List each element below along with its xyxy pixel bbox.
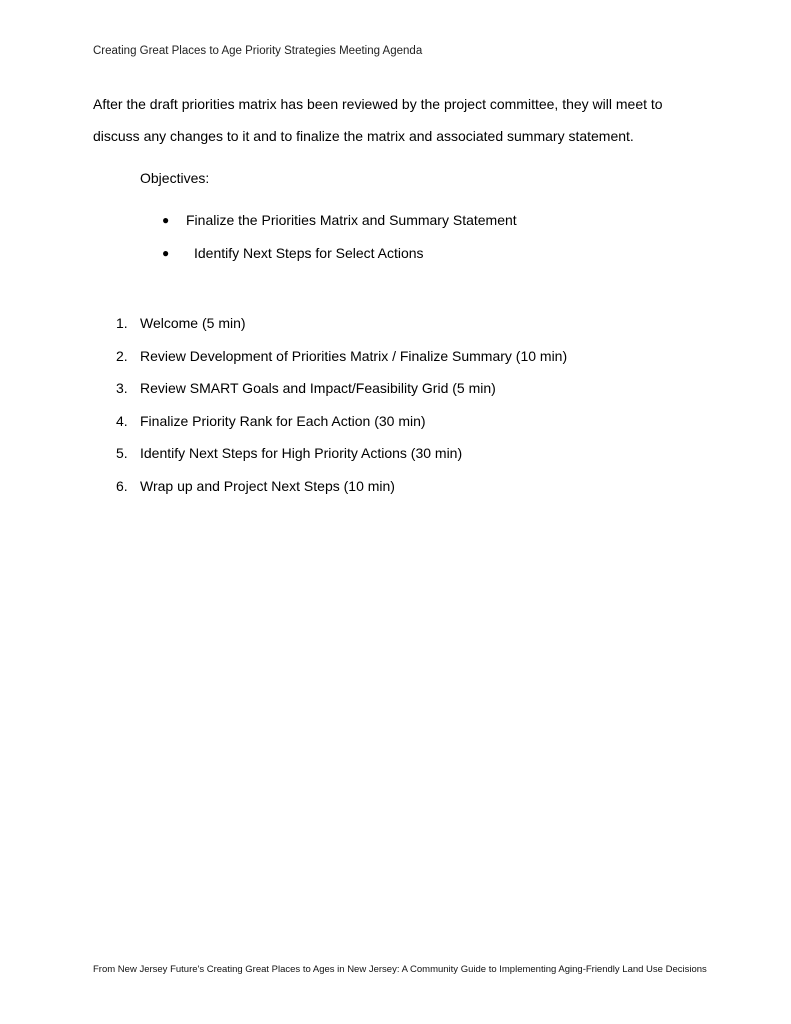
objectives-heading: Objectives: bbox=[140, 170, 210, 186]
agenda-text: Identify Next Steps for High Priority Actions (30 min) bbox=[140, 445, 463, 462]
agenda-number: 3. bbox=[116, 380, 128, 397]
agenda-text: Review Development of Priorities Matrix / Finalize Summary (10 min) bbox=[140, 347, 568, 364]
objective-text: Identify Next Steps for Select Actions bbox=[194, 245, 424, 261]
bullet-icon: ● bbox=[162, 213, 170, 227]
agenda-number: 6. bbox=[116, 477, 128, 494]
agenda-text: Finalize Priority Rank for Each Action (30 min) bbox=[140, 412, 426, 429]
objective-text: Finalize the Priorities Matrix and Summary Statement bbox=[186, 212, 517, 228]
agenda-text: Review SMART Goals and Impact/Feasibility Grid (5 min) bbox=[140, 380, 496, 397]
page-footer: From New Jersey Future's Creating Great Places to Ages in New Jersey: A Community Guide to Implementing Aging-Friendly Land Use Decisions bbox=[93, 964, 707, 975]
bullet-icon: ● bbox=[162, 246, 170, 260]
agenda-number: 2. bbox=[116, 347, 128, 364]
agenda-text: Welcome (5 min) bbox=[140, 315, 246, 331]
agenda-number: 4. bbox=[116, 412, 128, 429]
agenda-number: 1. bbox=[116, 315, 128, 331]
agenda-number: 5. bbox=[116, 445, 128, 462]
page-header: Creating Great Places to Age Priority Strategies Meeting Agenda bbox=[93, 45, 423, 57]
agenda-text: Wrap up and Project Next Steps (10 min) bbox=[140, 477, 395, 494]
intro-paragraph: After the draft priorities matrix has been reviewed by the project committee, they will meet to discuss any changes to it and to finalize the matrix and associated summary statement. bbox=[93, 96, 663, 144]
